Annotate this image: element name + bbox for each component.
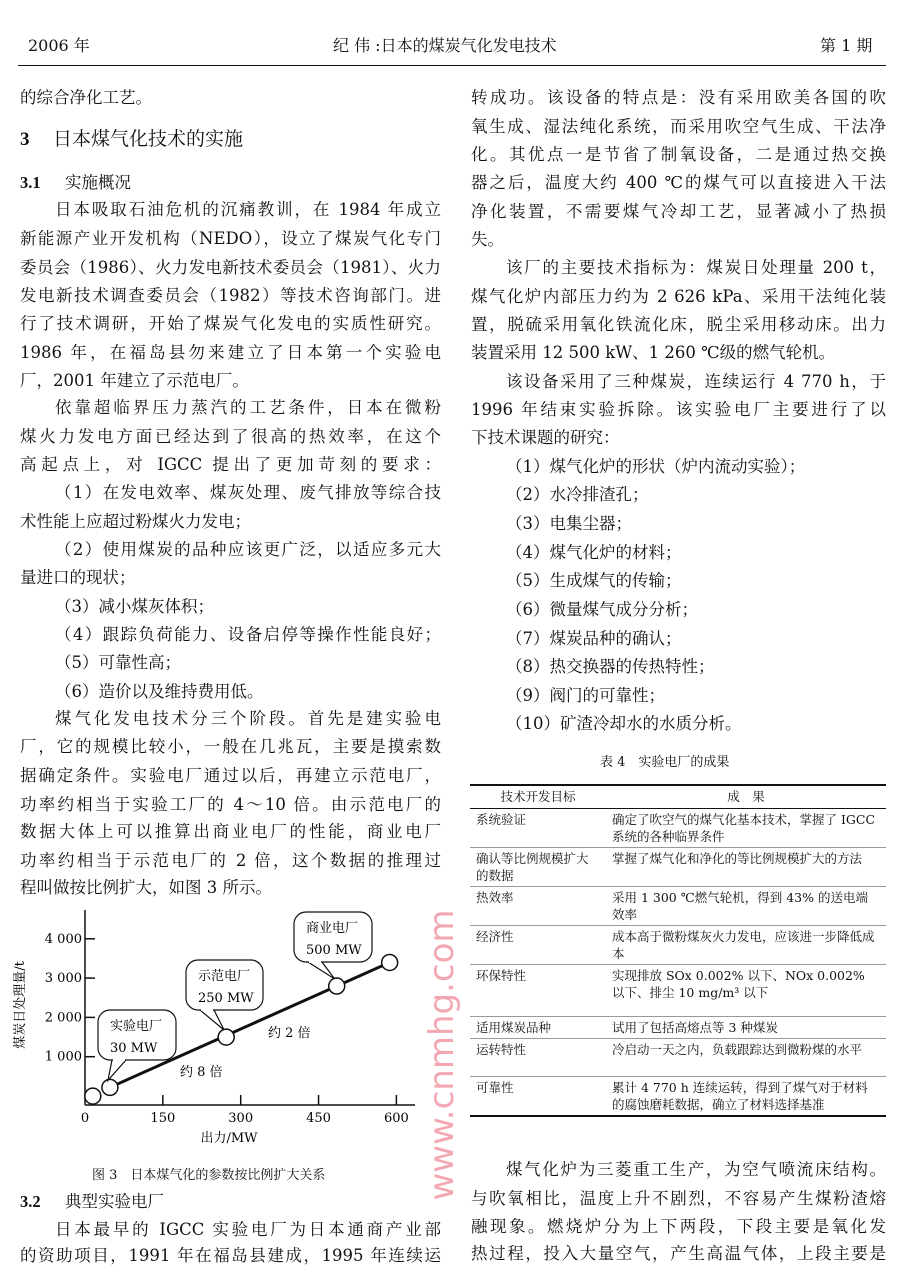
results-table — [470, 784, 886, 1117]
table-cell-goal: 运转特性 — [476, 1042, 527, 1057]
right-text-line: （7）煤炭品种的确认； — [506, 629, 682, 648]
table-cell-goal: 确认等比例规模扩大的数据 — [476, 851, 589, 883]
left-text-line: 的资助项目，1991 年在福岛县建成，1995 年连续运 — [20, 1246, 441, 1265]
annotation-8x: 约 8 倍 — [180, 1065, 223, 1080]
table-caption: 表 4 实验电厂的成果 — [600, 755, 730, 770]
table-row — [470, 809, 886, 848]
callout-power: 500 MW — [306, 943, 362, 958]
header-year: 2006 年 — [28, 36, 90, 55]
right-text-line: （10）矿渣冷却水的水质分析。 — [506, 714, 742, 733]
left-text-line: 厂，2001 年建立了示范电厂。 — [20, 371, 249, 390]
table-cell-result: 冷启动一天之内，负载跟踪达到微粉煤的水平 — [612, 1042, 863, 1057]
column-header-goal: 技术开发目标 — [500, 789, 576, 804]
section-number: 3.2 — [20, 1192, 41, 1211]
callout-pointer — [308, 962, 335, 979]
left-text-line: （3）减小煤灰体积； — [55, 597, 214, 616]
right-text-line: 氧生成、湿法纯化系统，而采用吹空气生成、干法净 — [471, 117, 886, 136]
right-text-line: 该厂的主要技术指标为：煤炭日处理量 200 t， — [506, 258, 886, 277]
data-point — [382, 954, 398, 970]
y-tick-label: 4 000 — [44, 931, 82, 947]
section-3-heading — [20, 129, 441, 149]
left-text-line: 高起点上，对 IGCC 提出了更加苛刻的要求： — [20, 455, 441, 474]
section-number: 3.1 — [20, 173, 41, 192]
left-text-line: 1986 年，在福岛县勿来建立了日本第一个实验电 — [20, 343, 441, 362]
table-row — [470, 848, 886, 887]
left-text-line: 行了技术调研，开始了煤炭气化发电的实质性研究。 — [20, 314, 441, 333]
section-3-1-heading — [20, 173, 441, 193]
header-rule — [18, 65, 886, 66]
table-row — [470, 887, 886, 926]
callout-power: 30 MW — [110, 1041, 158, 1056]
callout-pointer — [108, 1060, 126, 1080]
right-text-line: 装置采用 12 500 kW、1 260 ℃级的燃气轮机。 — [471, 343, 836, 362]
section-number: 3 — [20, 129, 30, 150]
section-title: 实施概况 — [65, 173, 131, 192]
table-cell-goal: 环保特性 — [476, 968, 527, 983]
right-text-line: 1996 年结束实验拆除。该实验电厂主要进行了以 — [471, 400, 886, 419]
table-cell-result: 确定了吹空气的煤气化基本技术，掌握了 IGCC 系统的各种临界条件 — [612, 812, 876, 844]
right-text-line: （9）阀门的可靠性； — [506, 686, 665, 705]
left-text-line: 日本吸取石油危机的沉痛教训，在 1984 年成立 — [55, 200, 441, 219]
right-text-line: （2）水冷排渣孔； — [506, 485, 649, 504]
left-text-line: 功率约相当于实验工厂的 4～10 倍。由示范电厂的 — [20, 795, 441, 814]
x-tick-label: 600 — [383, 1111, 409, 1126]
right-text-line: 转成功。该设备的特点是：没有采用欧美各国的吹 — [471, 88, 886, 107]
table-cell-goal: 热效率 — [476, 890, 514, 905]
left-text-line: 数据大体上可以推算出商业电厂的性能，商业电厂 — [20, 822, 441, 841]
right-text-line: 煤气化炉为三菱重工生产，为空气喷流床结构。 — [506, 1160, 886, 1179]
watermark: www.cnmhg.com — [422, 909, 462, 1201]
right-text-line: （8）热交换器的传热特性； — [506, 657, 715, 676]
table-row — [470, 1077, 886, 1117]
right-text-line: 该设备采用了三种煤炭，连续运行 4 770 h，于 — [506, 372, 886, 391]
section-title: 典型实验电厂 — [65, 1192, 164, 1211]
callout-power: 250 MW — [198, 991, 254, 1006]
table-cell-goal: 经济性 — [476, 929, 514, 944]
table-cell-result: 累计 4 770 h 连续运转，得到了煤气对于材料的腐蚀磨耗数据，确立了材料选择基准 — [612, 1080, 868, 1112]
right-text-line: 热过程，投入大量空气，产生高温气体，上段主要是 — [471, 1244, 886, 1263]
callout-name: 商业电厂 — [306, 921, 359, 936]
table-row — [470, 965, 886, 1017]
y-tick-label: 1 000 — [44, 1049, 82, 1065]
data-point — [329, 978, 345, 994]
table-header-row — [470, 785, 886, 809]
x-tick-label: 450 — [306, 1111, 331, 1126]
table-row — [470, 1017, 886, 1039]
table-cell-result: 采用 1 300 ℃燃气轮机，得到 43% 的送电端效率 — [612, 890, 868, 922]
section-3-2-heading — [20, 1192, 220, 1212]
right-text-line: （3）电集尘器； — [506, 514, 632, 533]
right-text-line: 煤气化炉内部压力约为 2 626 kPa、采用干法纯化装 — [471, 287, 886, 306]
left-text-line: 据确定条件。实验电厂通过以后，再建立示范电厂， — [20, 766, 441, 785]
table-cell-result: 实现排放 SOx 0.002% 以下、NOx 0.002% 以下、排尘 10 mg/m³ 以下 — [612, 968, 865, 1000]
right-text-line: 净化装置，不需要煤气冷却工艺，显著减小了热损 — [471, 202, 886, 221]
right-text-line: 失。 — [471, 230, 504, 249]
left-text-line: （4）跟踪负荷能力、设备启停等操作性能良好； — [55, 625, 441, 644]
left-text-line: 的综合净化工艺。 — [20, 88, 152, 107]
table-cell-result: 试用了包括高熔点等 3 种煤炭 — [612, 1020, 778, 1035]
figure-caption: 图 3 日本煤气化的参数按比例扩大关系 — [92, 1168, 326, 1183]
data-point — [85, 1088, 101, 1104]
x-tick-label: 0 — [80, 1111, 90, 1126]
x-axis-label: 出力/MW — [200, 1131, 258, 1146]
left-text-line: 煤气化发电技术分三个阶段。首先是建实验电 — [55, 709, 441, 728]
header-issue: 第 1 期 — [820, 36, 873, 55]
left-text-line: 厂，它的规模比较小，一般在几兆瓦，主要是摸索数 — [20, 737, 441, 756]
right-text-line: 融现象。燃烧炉分为上下两段，下段主要是氧化发 — [471, 1217, 886, 1236]
table-row — [470, 926, 886, 965]
right-text-line: 器之后，温度大约 400 ℃的煤气可以直接进入干法 — [471, 173, 886, 192]
right-text-line: （1）煤气化炉的形状（炉内流动实验）； — [506, 457, 806, 476]
left-text-line: 量进口的现状； — [20, 568, 136, 587]
right-text-line: 与吹氧相比，温度上升不剧烈，不容易产生煤粉渣熔 — [471, 1189, 886, 1208]
left-text-line: 术性能上应超过粉煤火力发电； — [20, 512, 251, 531]
left-text-line: 新能源产业开发机构（NEDO），设立了煤炭气化专门 — [20, 229, 441, 248]
figure-3-chart — [0, 900, 416, 1150]
left-text-line: 煤火力发电方面已经达到了很高的热效率，在这个 — [20, 427, 441, 446]
callout-name: 实验电厂 — [110, 1019, 163, 1034]
column-header-result: 成 果 — [727, 789, 765, 804]
right-text-line: 化。其优点一是节省了制氧设备，二是通过热交换 — [471, 145, 886, 164]
left-text-line: 功率约相当于示范电厂的 2 倍，这个数据的推理过 — [20, 851, 441, 870]
y-tick-label: 3 000 — [44, 971, 82, 987]
section-title: 日本煤气化技术的实施 — [53, 128, 244, 150]
right-text-line: （6）微量煤气成分分析； — [506, 600, 698, 619]
y-axis-label: 煤炭日处理量/t — [13, 961, 28, 1049]
table-cell-goal: 适用煤炭品种 — [476, 1020, 552, 1035]
left-text-line: 日本最早的 IGCC 实验电厂为日本通商产业部 — [55, 1220, 441, 1239]
left-text-line: （2）使用煤炭的品种应该更广泛，以适应多元大 — [55, 540, 441, 559]
header-title: 纪 伟 :日本的煤炭气化发电技术 — [333, 36, 557, 55]
table-cell-goal: 可靠性 — [476, 1080, 514, 1095]
annotation-2x: 约 2 倍 — [268, 1026, 311, 1041]
table-cell-result: 成本高于微粉煤灰火力发电，应该进一步降低成本 — [612, 929, 875, 961]
left-text-line: （5）可靠性高； — [55, 653, 181, 672]
left-text-line: 程叫做按比例扩大，如图 3 所示。 — [20, 878, 272, 897]
callout-name: 示范电厂 — [198, 969, 251, 984]
x-tick-label: 300 — [228, 1111, 254, 1126]
callout-pointer — [200, 1010, 224, 1030]
right-text-line: 下技术课题的研究： — [471, 428, 620, 447]
left-text-line: （6）造价以及维持费用低。 — [55, 682, 264, 701]
left-text-line: （1）在发电效率、煤灰处理、废气排放等综合技 — [55, 483, 441, 502]
table-row — [470, 1039, 886, 1077]
left-text-line: 依靠超临界压力蒸汽的工艺条件，日本在微粉 — [55, 398, 441, 417]
data-point — [218, 1029, 234, 1045]
right-text-line: （4）煤气化炉的材料； — [506, 543, 682, 562]
left-text-line: 发电新技术调查委员会（1982）等技术咨询部门。进 — [20, 286, 441, 305]
right-text-line: （5）生成煤气的传输； — [506, 571, 682, 590]
table-cell-result: 掌握了煤气化和净化的等比例规模扩大的方法 — [612, 851, 863, 866]
table-cell-goal: 系统验证 — [476, 812, 527, 827]
x-tick-label: 150 — [150, 1111, 176, 1126]
left-text-line: 委员会（1986）、火力发电新技术委员会（1981）、火力 — [20, 258, 441, 277]
data-point — [102, 1079, 118, 1095]
y-tick-label: 2 000 — [44, 1010, 82, 1026]
right-text-line: 置，脱硫采用氧化铁流化床，脱尘采用移动床。出力 — [471, 315, 886, 334]
